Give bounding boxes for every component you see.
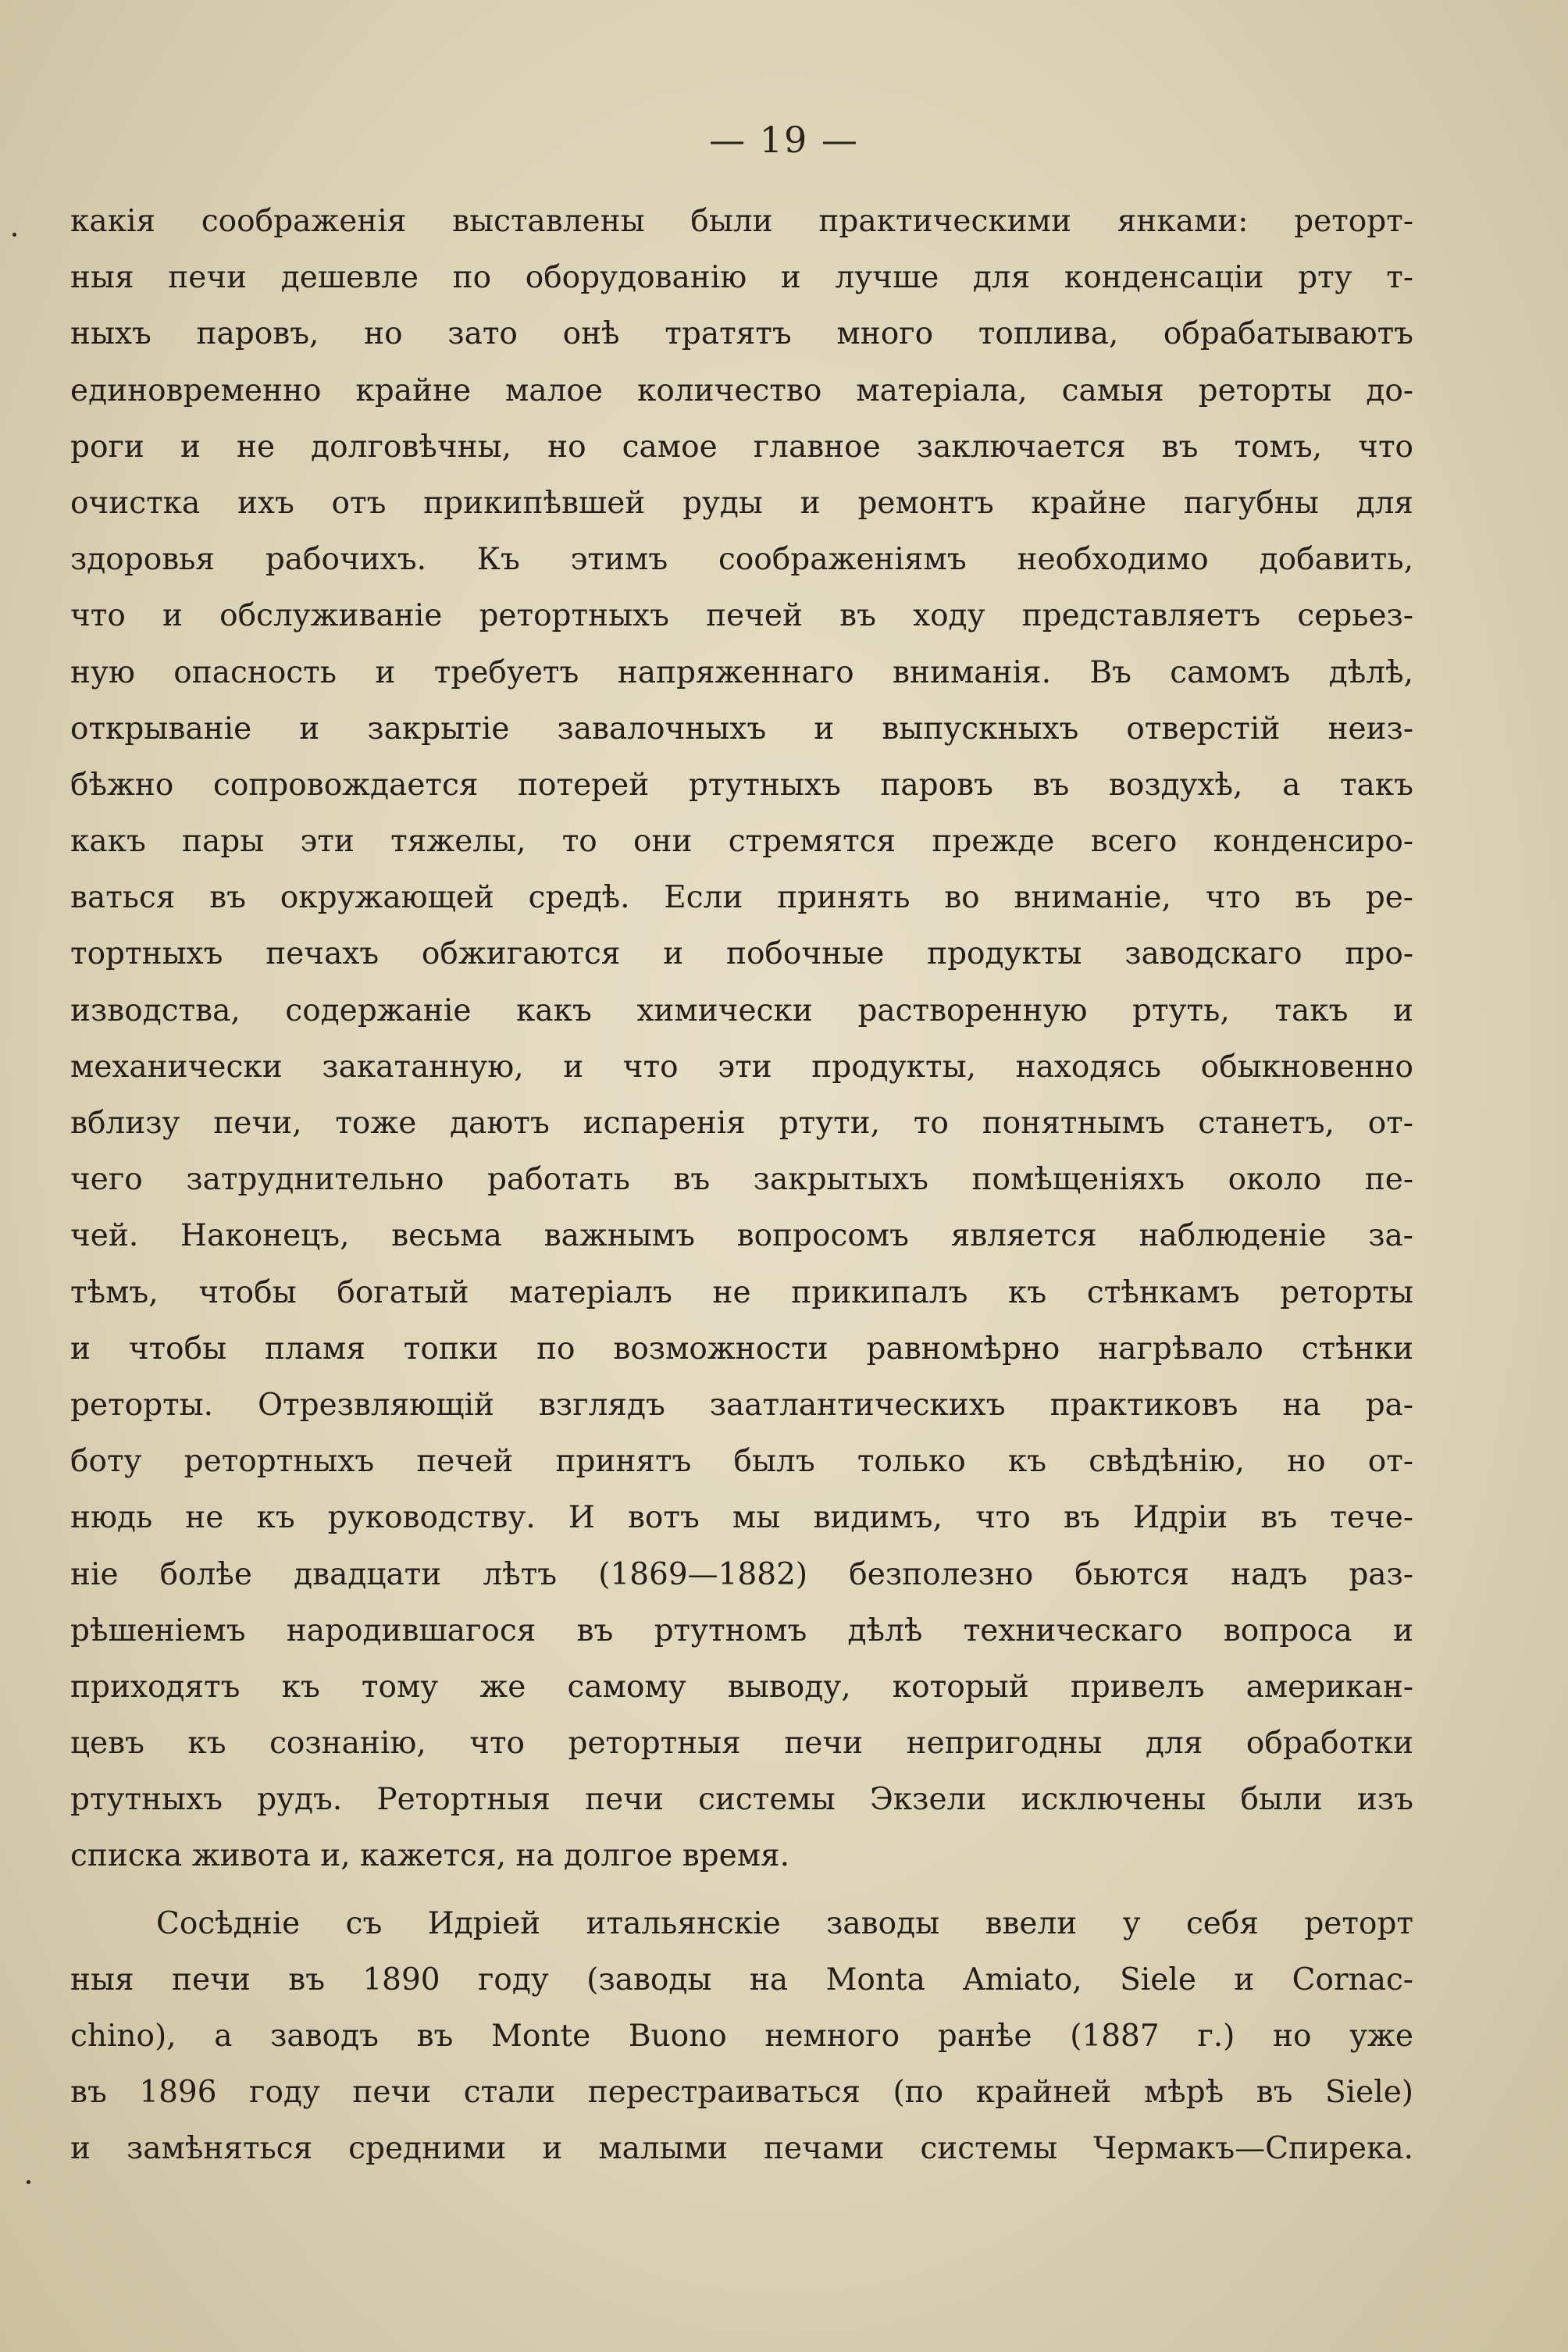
- text-line: ныя печи дешевле по оборудованію и лучше для конденсаціи рту т-: [70, 260, 1413, 296]
- paragraph-2: [70, 1896, 1413, 2178]
- text-line: что и обслуживаніе ретортныхъ печей въ ходу представляетъ серьез-: [70, 598, 1413, 634]
- text-line: рѣшеніемъ народившагося въ ртутномъ дѣлѣ техническаго вопроса и: [70, 1613, 1413, 1648]
- text-line: нюдь не къ руководству. И вотъ мы видимъ, что въ Идріи въ тече-: [70, 1500, 1413, 1536]
- text-line: ную опасность и требуетъ напряженнаго вниманія. Въ самомъ дѣлѣ,: [70, 654, 1413, 690]
- text-line: бѣжно сопровождается потерей ртутныхъ паровъ въ воздухѣ, а такъ: [70, 767, 1413, 803]
- text-line: Сосѣдніе съ Идріей итальянскіе заводы ввели у себя реторт: [156, 1905, 1413, 1941]
- text-line: chino), а заводъ въ Monte Buono немного ранѣе (1887 г.) но уже: [70, 2019, 1413, 2054]
- text-line: какъ пары эти тяжелы, то они стремятся прежде всего конденсиро-: [70, 824, 1413, 860]
- text-line: роги и не долговѣчны, но самое главное заключается въ томъ, что: [70, 429, 1413, 465]
- text-line: боту ретортныхъ печей принятъ былъ только къ свѣдѣнію, но от-: [70, 1444, 1413, 1480]
- text-line: въ 1896 году печи стали перестраиваться (по крайней мѣрѣ въ Siele): [70, 2075, 1413, 2111]
- text-line: чего затруднительно работать въ закрытыхъ помѣщеніяхъ около пе-: [70, 1162, 1413, 1198]
- text-line: тортныхъ печахъ обжигаются и побочные продукты заводскаго про-: [70, 936, 1413, 972]
- text-line: ныхъ паровъ, но зато онѣ тратятъ много топлива, обрабатываютъ: [70, 316, 1413, 352]
- text-line: приходятъ къ тому же самому выводу, который привелъ американ-: [70, 1669, 1413, 1705]
- text-line: открываніе и закрытіе завалочныхъ и выпускныхъ отверстій неиз-: [70, 711, 1413, 747]
- text-line: здоровья рабочихъ. Къ этимъ соображеніямъ необходимо добавить,: [70, 542, 1413, 578]
- text-line: и замѣняться средними и малыми печами системы Чермакъ—Спирека.: [70, 2131, 1413, 2167]
- text-line: и чтобы пламя топки по возможности равномѣрно нагрѣвало стѣнки: [70, 1331, 1413, 1367]
- text-line: какія соображенія выставлены были практическими янками: реторт-: [70, 204, 1413, 239]
- body-text: [70, 194, 1413, 2178]
- margin-mark: [27, 2180, 30, 2184]
- text-line: единовременно крайне малое количество матеріала, самыя реторты до-: [70, 372, 1413, 408]
- text-line: ваться въ окружающей средѣ. Если принять во вниманіе, что въ ре-: [70, 880, 1413, 916]
- margin-mark: [12, 233, 16, 237]
- text-line: чей. Наконецъ, весьма важнымъ вопросомъ является наблюденіе за-: [70, 1218, 1413, 1254]
- text-line: ртутныхъ рудъ. Ретортныя печи системы Экзели исключены были изъ: [70, 1782, 1413, 1818]
- text-line: изводства, содержаніе какъ химически растворенную ртуть, такъ и: [70, 992, 1413, 1028]
- text-line: вблизу печи, тоже даютъ испаренія ртути, то понятнымъ станетъ, от-: [70, 1106, 1413, 1141]
- page-number: — 19 —: [709, 119, 859, 161]
- text-line: ныя печи въ 1890 году (заводы на Monta Amiato, Siele и Cornac-: [70, 1962, 1413, 1997]
- text-line: реторты. Отрезвляющій взглядъ заатлантическихъ практиковъ на ра-: [70, 1387, 1413, 1423]
- text-line: очистка ихъ отъ прикипѣвшей руды и ремонтъ крайне пагубны для: [70, 485, 1413, 521]
- text-line: ніе болѣе двадцати лѣтъ (1869—1882) безполезно бьются надъ раз-: [70, 1556, 1413, 1592]
- text-line: списка живота и, кажется, на долгое время.: [70, 1838, 790, 1874]
- text-line: механически закатанную, и что эти продукты, находясь обыкновенно: [70, 1049, 1413, 1085]
- text-line: тѣмъ, чтобы богатый матеріалъ не прикипалъ къ стѣнкамъ реторты: [70, 1274, 1413, 1310]
- paragraph-1: [70, 194, 1413, 1885]
- text-line: цевъ къ сознанію, что ретортныя печи непригодны для обработки: [70, 1726, 1413, 1762]
- paragraph-gap: [70, 1885, 1413, 1896]
